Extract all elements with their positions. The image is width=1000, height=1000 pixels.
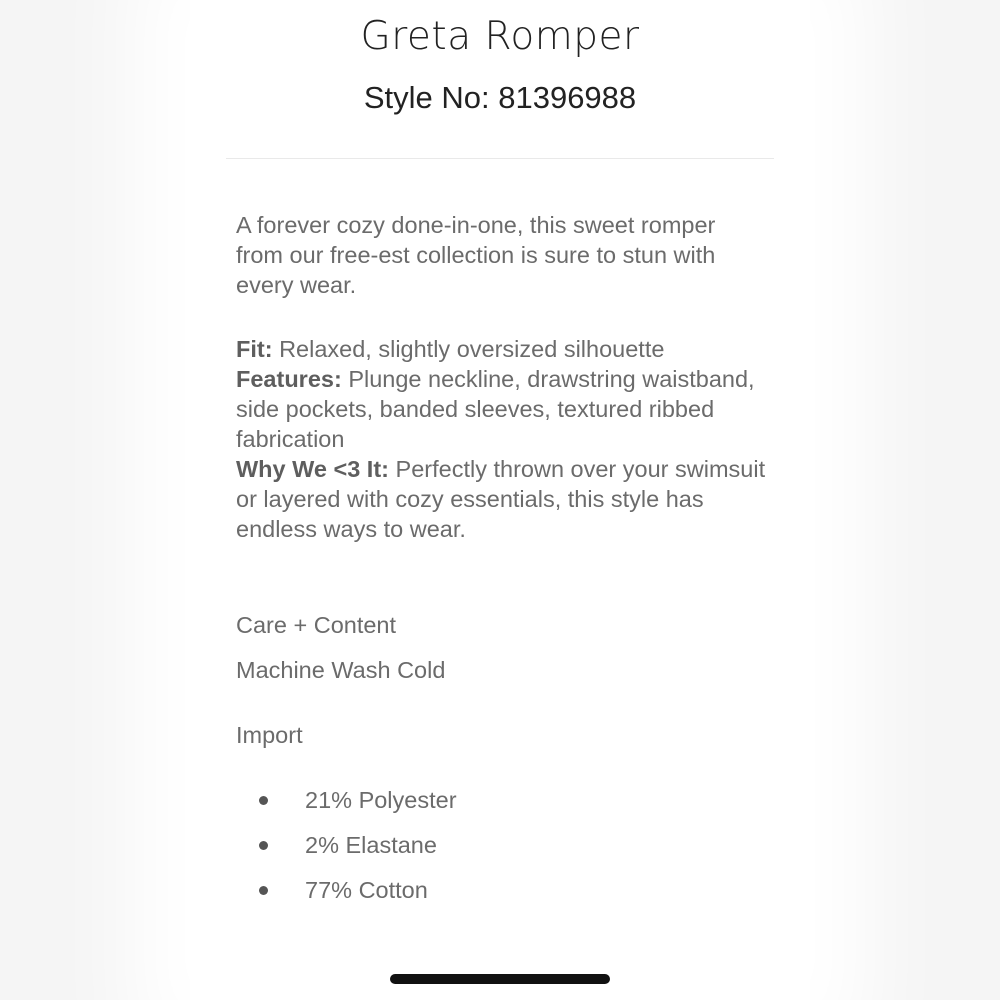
detail-fit-label: Fit: [236, 336, 273, 362]
detail-features [236, 364, 766, 454]
detail-why-text: Perfectly thrown over your swimsuit or layered with cozy essentials, this style has endless ways to wear. [236, 456, 766, 542]
detail-fit-text: Relaxed, slightly oversized silhouette [272, 336, 665, 362]
product-title: Greta Romper [360, 14, 640, 59]
material-text: 2% Elastane [305, 832, 437, 858]
detail-features-label: Features: [236, 366, 342, 392]
detail-why-label: Why We <3 It: [236, 456, 389, 482]
detail-features-text: Plunge neckline, drawstring waistband, side pockets, banded sleeves, textured ribbed fabrication [236, 366, 755, 452]
care-instructions: Machine Wash Cold [236, 657, 446, 683]
origin-label: Import [236, 722, 303, 748]
detail-fit [236, 334, 766, 364]
material-text: 77% Cotton [305, 877, 428, 903]
product-description: A forever cozy done-in-one, this sweet romper from our free-est collection is sure to stun with every wear. [236, 212, 716, 298]
detail-why-we-love-it [236, 454, 766, 544]
bullet-icon [259, 886, 268, 895]
divider [226, 158, 774, 159]
care-content-heading: Care + Content [236, 612, 397, 638]
material-text: 21% Polyester [305, 787, 457, 813]
home-indicator[interactable] [390, 974, 610, 984]
bullet-icon [259, 841, 268, 850]
product-details-panel [190, 0, 810, 1000]
style-number: Style No: 81396988 [363, 80, 637, 115]
product-description-section [236, 210, 766, 544]
bullet-icon [259, 796, 268, 805]
